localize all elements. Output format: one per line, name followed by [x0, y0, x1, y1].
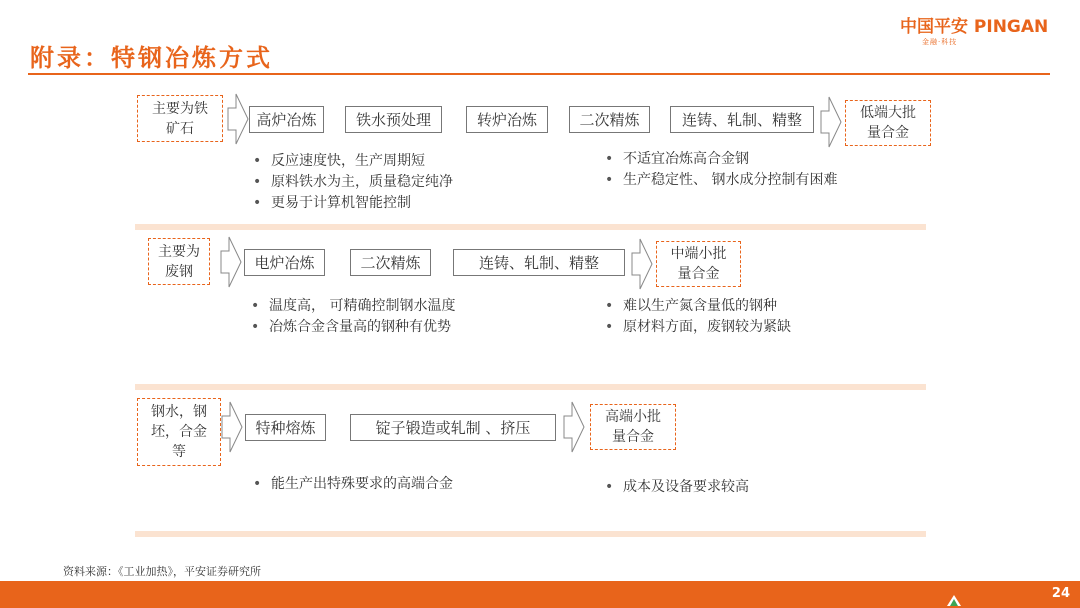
row3-source-line: 等 — [172, 444, 186, 460]
row2-source-line: 主要为 — [158, 243, 200, 260]
row1-step-box: 高炉冶炼 — [249, 106, 324, 133]
row3-pro-item: • 能生产出特殊要求的高端合金 — [251, 474, 453, 495]
row1-step-box: 铁水预处理 — [345, 106, 442, 133]
row1-pro-item: • 原料铁水为主，质量稳定纯净 — [251, 172, 453, 193]
row1-con-item: • 生产稳定性、 钢水成分控制有困难 — [603, 170, 837, 191]
row1-step-box: 转炉冶炼 — [466, 106, 548, 133]
row2-pro-item: • 温度高， 可精确控制钢水温度 — [249, 296, 455, 317]
row2-flow-arrow — [220, 235, 242, 290]
row1-flow-arrow — [227, 92, 249, 147]
row3-step-box: 锭子锻造或轧制 、挤压 — [350, 414, 556, 441]
row1-step-box: 连铸、轧制、精整 — [670, 106, 814, 133]
row2-output-arrow — [631, 237, 653, 292]
row1-pro-item: • 反应速度快，生产周期短 — [251, 151, 453, 172]
page-number: 24 — [1051, 586, 1070, 601]
row3-source-line: 坯，合金 — [151, 424, 207, 440]
row3-output-box — [590, 404, 676, 450]
row3-source-box — [137, 398, 221, 466]
row2-cons-list — [603, 296, 791, 338]
row2-con-item: • 原材料方面，废钢较为紧缺 — [603, 317, 791, 338]
section-divider — [135, 531, 926, 537]
triangle-logo-icon — [946, 594, 962, 606]
section-divider — [135, 384, 926, 390]
row3-con-item: • 成本及设备要求较高 — [603, 477, 749, 498]
row1-source-box — [137, 95, 223, 142]
row2-con-item: • 难以生产氮含量低的钢种 — [603, 296, 791, 317]
row2-pros-list — [249, 296, 455, 338]
row2-output-line: 中端小批 — [670, 246, 727, 262]
row1-cons-list — [603, 149, 837, 191]
row3-output-line: 高端小批 — [605, 409, 661, 425]
row1-pro-item: • 更易于计算机智能控制 — [251, 193, 453, 214]
row3-pros-list — [251, 474, 453, 495]
row2-source-box — [148, 238, 210, 285]
row1-output-arrow — [820, 95, 842, 150]
row1-pros-list — [251, 151, 453, 214]
row3-output-line: 量合金 — [612, 429, 654, 445]
brand-tagline: 金融·科技 — [922, 38, 958, 46]
row2-output-line: 量合金 — [677, 266, 720, 282]
footer-bar — [0, 581, 1080, 608]
section-divider — [135, 224, 926, 230]
row1-source-line: 矿石 — [166, 120, 194, 137]
source-note: 资料来源：《工业加热》，平安证券研究所 — [63, 565, 261, 578]
row2-source-line: 废钢 — [165, 263, 193, 280]
brand-logo: 中国平安 PINGAN — [900, 17, 1049, 37]
row1-source-line: 主要为铁 — [152, 100, 208, 117]
row2-pro-item: • 冶炼合金含量高的钢种有优势 — [249, 317, 455, 338]
row1-output-line: 低端大批 — [860, 105, 916, 121]
row3-cons-list — [603, 477, 749, 498]
row3-step-box: 特种熔炼 — [245, 414, 326, 441]
row3-flow-arrow — [221, 400, 243, 455]
row1-step-box: 二次精炼 — [569, 106, 650, 133]
row2-output-box — [656, 241, 741, 287]
row2-step-box: 电炉冶炼 — [244, 249, 325, 276]
row3-output-arrow — [563, 400, 585, 455]
row3-source-line: 钢水，钢 — [151, 404, 207, 420]
row2-step-box: 连铸、轧制、精整 — [453, 249, 625, 276]
row1-output-line: 量合金 — [867, 125, 909, 141]
row2-step-box: 二次精炼 — [350, 249, 431, 276]
row1-con-item: • 不适宜冶炼高合金钢 — [603, 149, 837, 170]
page-title: 附录：特钢冶炼方式 — [30, 43, 273, 72]
row1-output-box — [845, 100, 931, 146]
title-divider — [28, 73, 1050, 75]
